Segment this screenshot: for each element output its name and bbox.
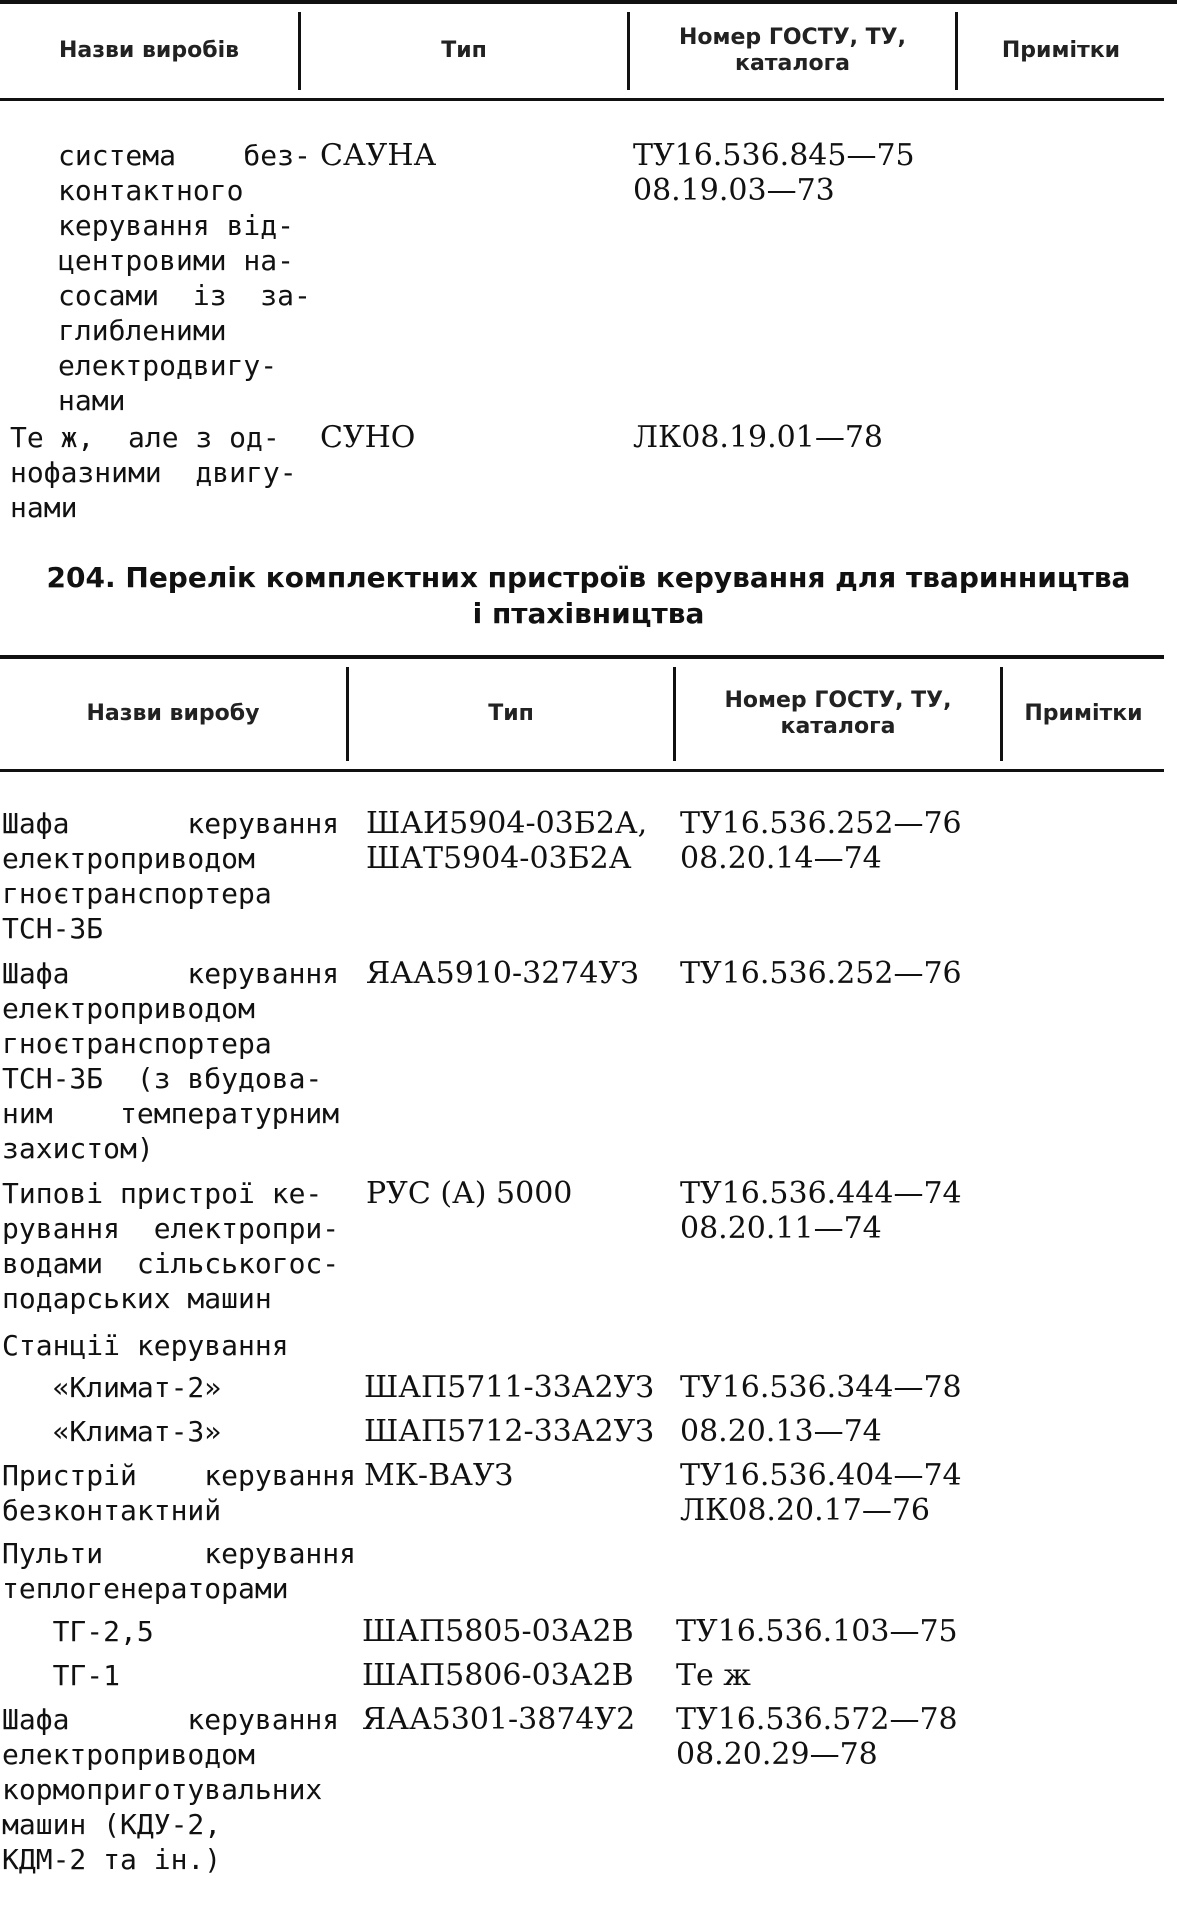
row-type: РУС (А) 5000 [366,1176,573,1211]
row-name: Шафа керування електроприводом гноєтранспортера ТСН-3Б [2,807,340,945]
row-gost: ТУ16.536.444—74 08.20.11—74 [680,1176,962,1246]
row-name: Станції керування [2,1329,289,1362]
row-gost: ТУ16.536.572—78 08.20.29—78 [676,1702,958,1772]
row-type: ШАИ5904-03Б2А, ШАТ5904-03Б2А [366,806,648,876]
table1-header-notes: Примітки [1001,38,1121,63]
row-name: Пристрій керування безконтактний [2,1459,357,1527]
row-name: Типові пристрої ке- рування електропри- водами сільськогос- подарських машин [2,1177,340,1315]
row-type: ШАП5805-03А2В [362,1614,634,1649]
row-type: ШАП5711-33А2УЗ [364,1370,654,1405]
row-name: Шафа керування електроприводом кормоприготувальних машин (КДУ-2, КДМ-2 та ін.) [2,1703,340,1876]
row-type: ЯАА5910-3274УЗ [366,956,639,991]
row-name: ТГ-1 [2,1659,121,1692]
row-gost: ТУ16.536.252—76 08.20.14—74 [680,806,962,876]
table1-header [0,4,1164,101]
row-gost: ТУ16.536.845—75 08.19.03—73 [633,138,915,208]
row-gost: ТУ16.536.344—78 [680,1370,962,1405]
row-type: ЯАА5301-3874У2 [362,1702,636,1737]
table2-header-type: Тип [488,701,534,726]
table2-header [0,655,1164,772]
row-type: МК-ВАУЗ [364,1458,514,1493]
row-gost: ТУ16.536.103—75 [676,1614,958,1649]
table1-header-gost: Номер ГОСТУ, ТУ, каталога [678,25,906,76]
row-gost: ТУ16.536.404—74 ЛК08.20.17—76 [680,1458,962,1528]
row-gost: ТУ16.536.252—76 [680,956,962,991]
table2-header-gost: Номер ГОСТУ, ТУ, каталога [724,688,952,739]
row-gost: ЛК08.19.01—78 [633,420,884,455]
row-gost: 08.20.13—74 [680,1414,882,1449]
section-title: 204. Перелік комплектних пристроїв керування для тваринництва і птахівництва [46,561,1131,630]
row-type: САУНА [320,138,437,173]
row-name: Те ж, але з од- нофазними двигу- нами [10,421,297,524]
row-type: ШАП5712-33А2УЗ [364,1414,654,1449]
row-gost: Те ж [676,1658,751,1693]
row-name: Пульти керування теплогенераторами [2,1537,357,1605]
table1-header-type: Тип [441,38,487,63]
row-type: ШАП5806-03А2В [362,1658,634,1693]
table1-header-name: Назви виробів [58,38,240,63]
row-name: ТГ-2,5 [2,1615,154,1648]
row-name: «Климат-3» [2,1415,222,1448]
row-name: Шафа керування електроприводом гноєтранспортера ТСН-3Б (з вбудова- ним температурним захистом) [2,957,340,1165]
row-name: система без- контактного керування від- центровими на- сосами із за- глибленими електродвигу- нами [58,139,311,417]
row-name: «Климат-2» [2,1371,222,1404]
table2-header-notes: Примітки [1024,701,1143,726]
row-type: СУНО [320,420,416,455]
table2-header-name: Назви виробу [86,701,260,726]
